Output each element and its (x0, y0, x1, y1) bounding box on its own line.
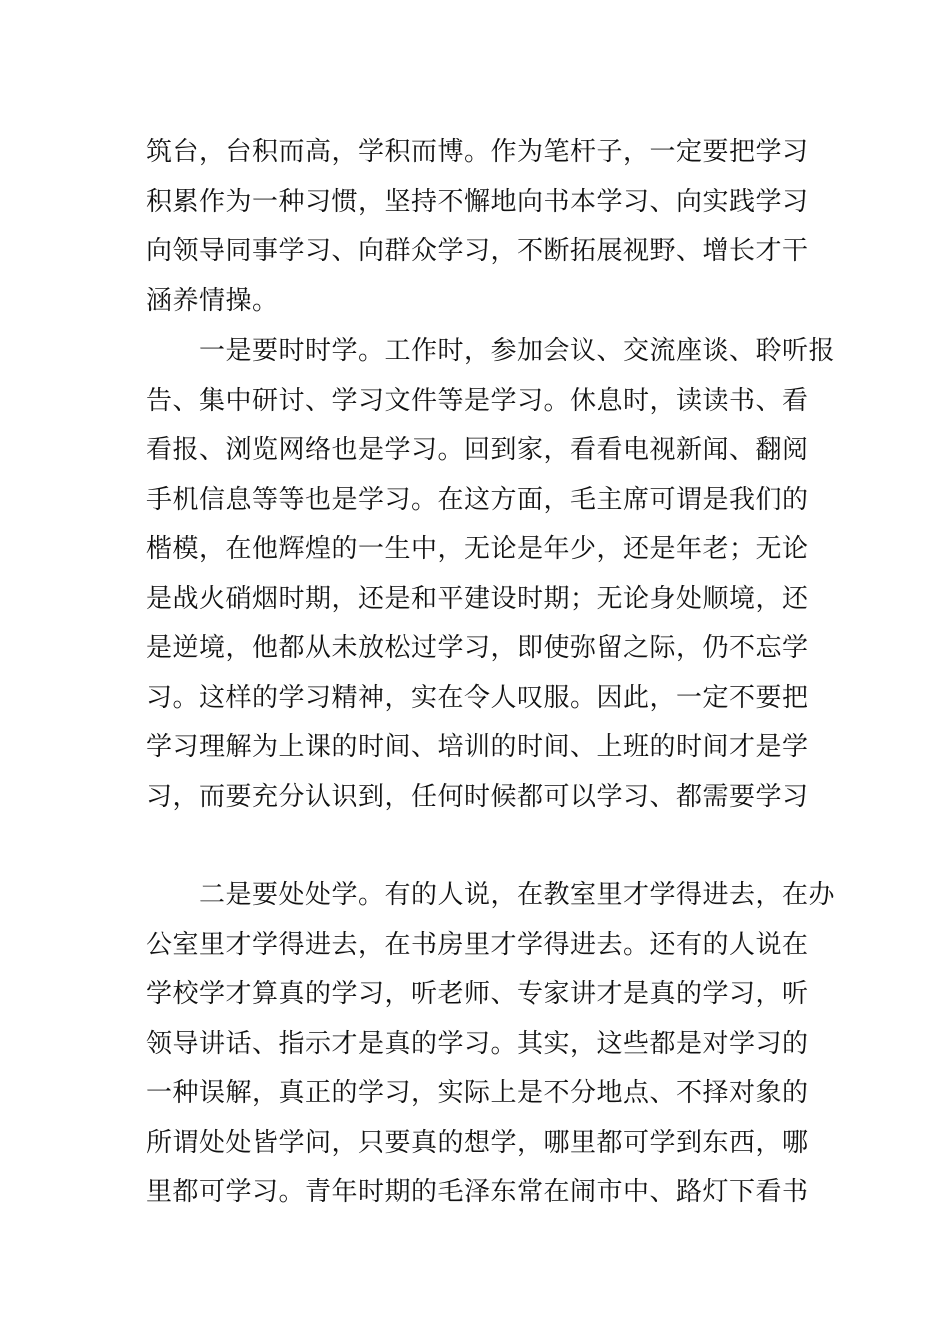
text-line: 积累作为一种习惯，坚持不懈地向书本学习、向实践学习 (146, 186, 809, 217)
text-line: 一种误解，真正的学习，实际上是不分地点、不择对象的 (146, 1078, 809, 1108)
text-line: 公室里才学得进去，在书房里才学得进去。还有的人说在 (146, 929, 809, 960)
text-line: 是战火硝烟时期，还是和平建设时期；无论身处顺境，还 (146, 583, 809, 614)
text-line: 二是要处处学。有的人说，在教室里才学得进去，在办 (146, 880, 836, 910)
text-line: 告、集中研讨、学习文件等是学习。休息时，读读书、看 (146, 385, 809, 416)
text-line: 习。这样的学习精神，实在令人叹服。因此，一定不要把 (146, 682, 809, 713)
text-line: 学习理解为上课的时间、培训的时间、上班的时间才是学 (146, 732, 809, 762)
paragraph-3 (146, 871, 836, 1218)
text-line: 习，而要充分认识到，任何时候都可以学习、都需要学习 (146, 781, 809, 812)
paragraph-1 (146, 128, 816, 326)
text-line: 是逆境，他都从未放松过学习，即使弥留之际，仍不忘学 (146, 633, 809, 663)
text-line: 里都可学习。青年时期的毛泽东常在闹市中、路灯下看书 (146, 1177, 809, 1207)
text-line: 向领导同事学习、向群众学习，不断拓展视野、增长才干 (146, 236, 809, 266)
text-line: 涵养情操。 (146, 285, 279, 316)
text-line: 学校学才算真的学习，听老师、专家讲才是真的学习，听 (146, 979, 809, 1009)
text-line: 筑台，台积而高，学积而博。作为笔杆子，一定要把学习 (146, 137, 809, 167)
text-line: 手机信息等等也是学习。在这方面，毛主席可谓是我们的 (146, 484, 809, 515)
text-line: 一是要时时学。工作时，参加会议、交流座谈、聆听报 (146, 336, 836, 366)
text-line: 领导讲话、指示才是真的学习。其实，这些都是对学习的 (146, 1028, 809, 1059)
text-line: 楷模，在他辉煌的一生中，无论是年少，还是年老；无论 (146, 534, 809, 564)
text-line: 看报、浏览网络也是学习。回到家，看看电视新闻、翻阅 (146, 435, 809, 465)
text-line: 所谓处处皆学问，只要真的想学，哪里都可学到东西，哪 (146, 1127, 809, 1158)
paragraph-2 (146, 327, 836, 822)
